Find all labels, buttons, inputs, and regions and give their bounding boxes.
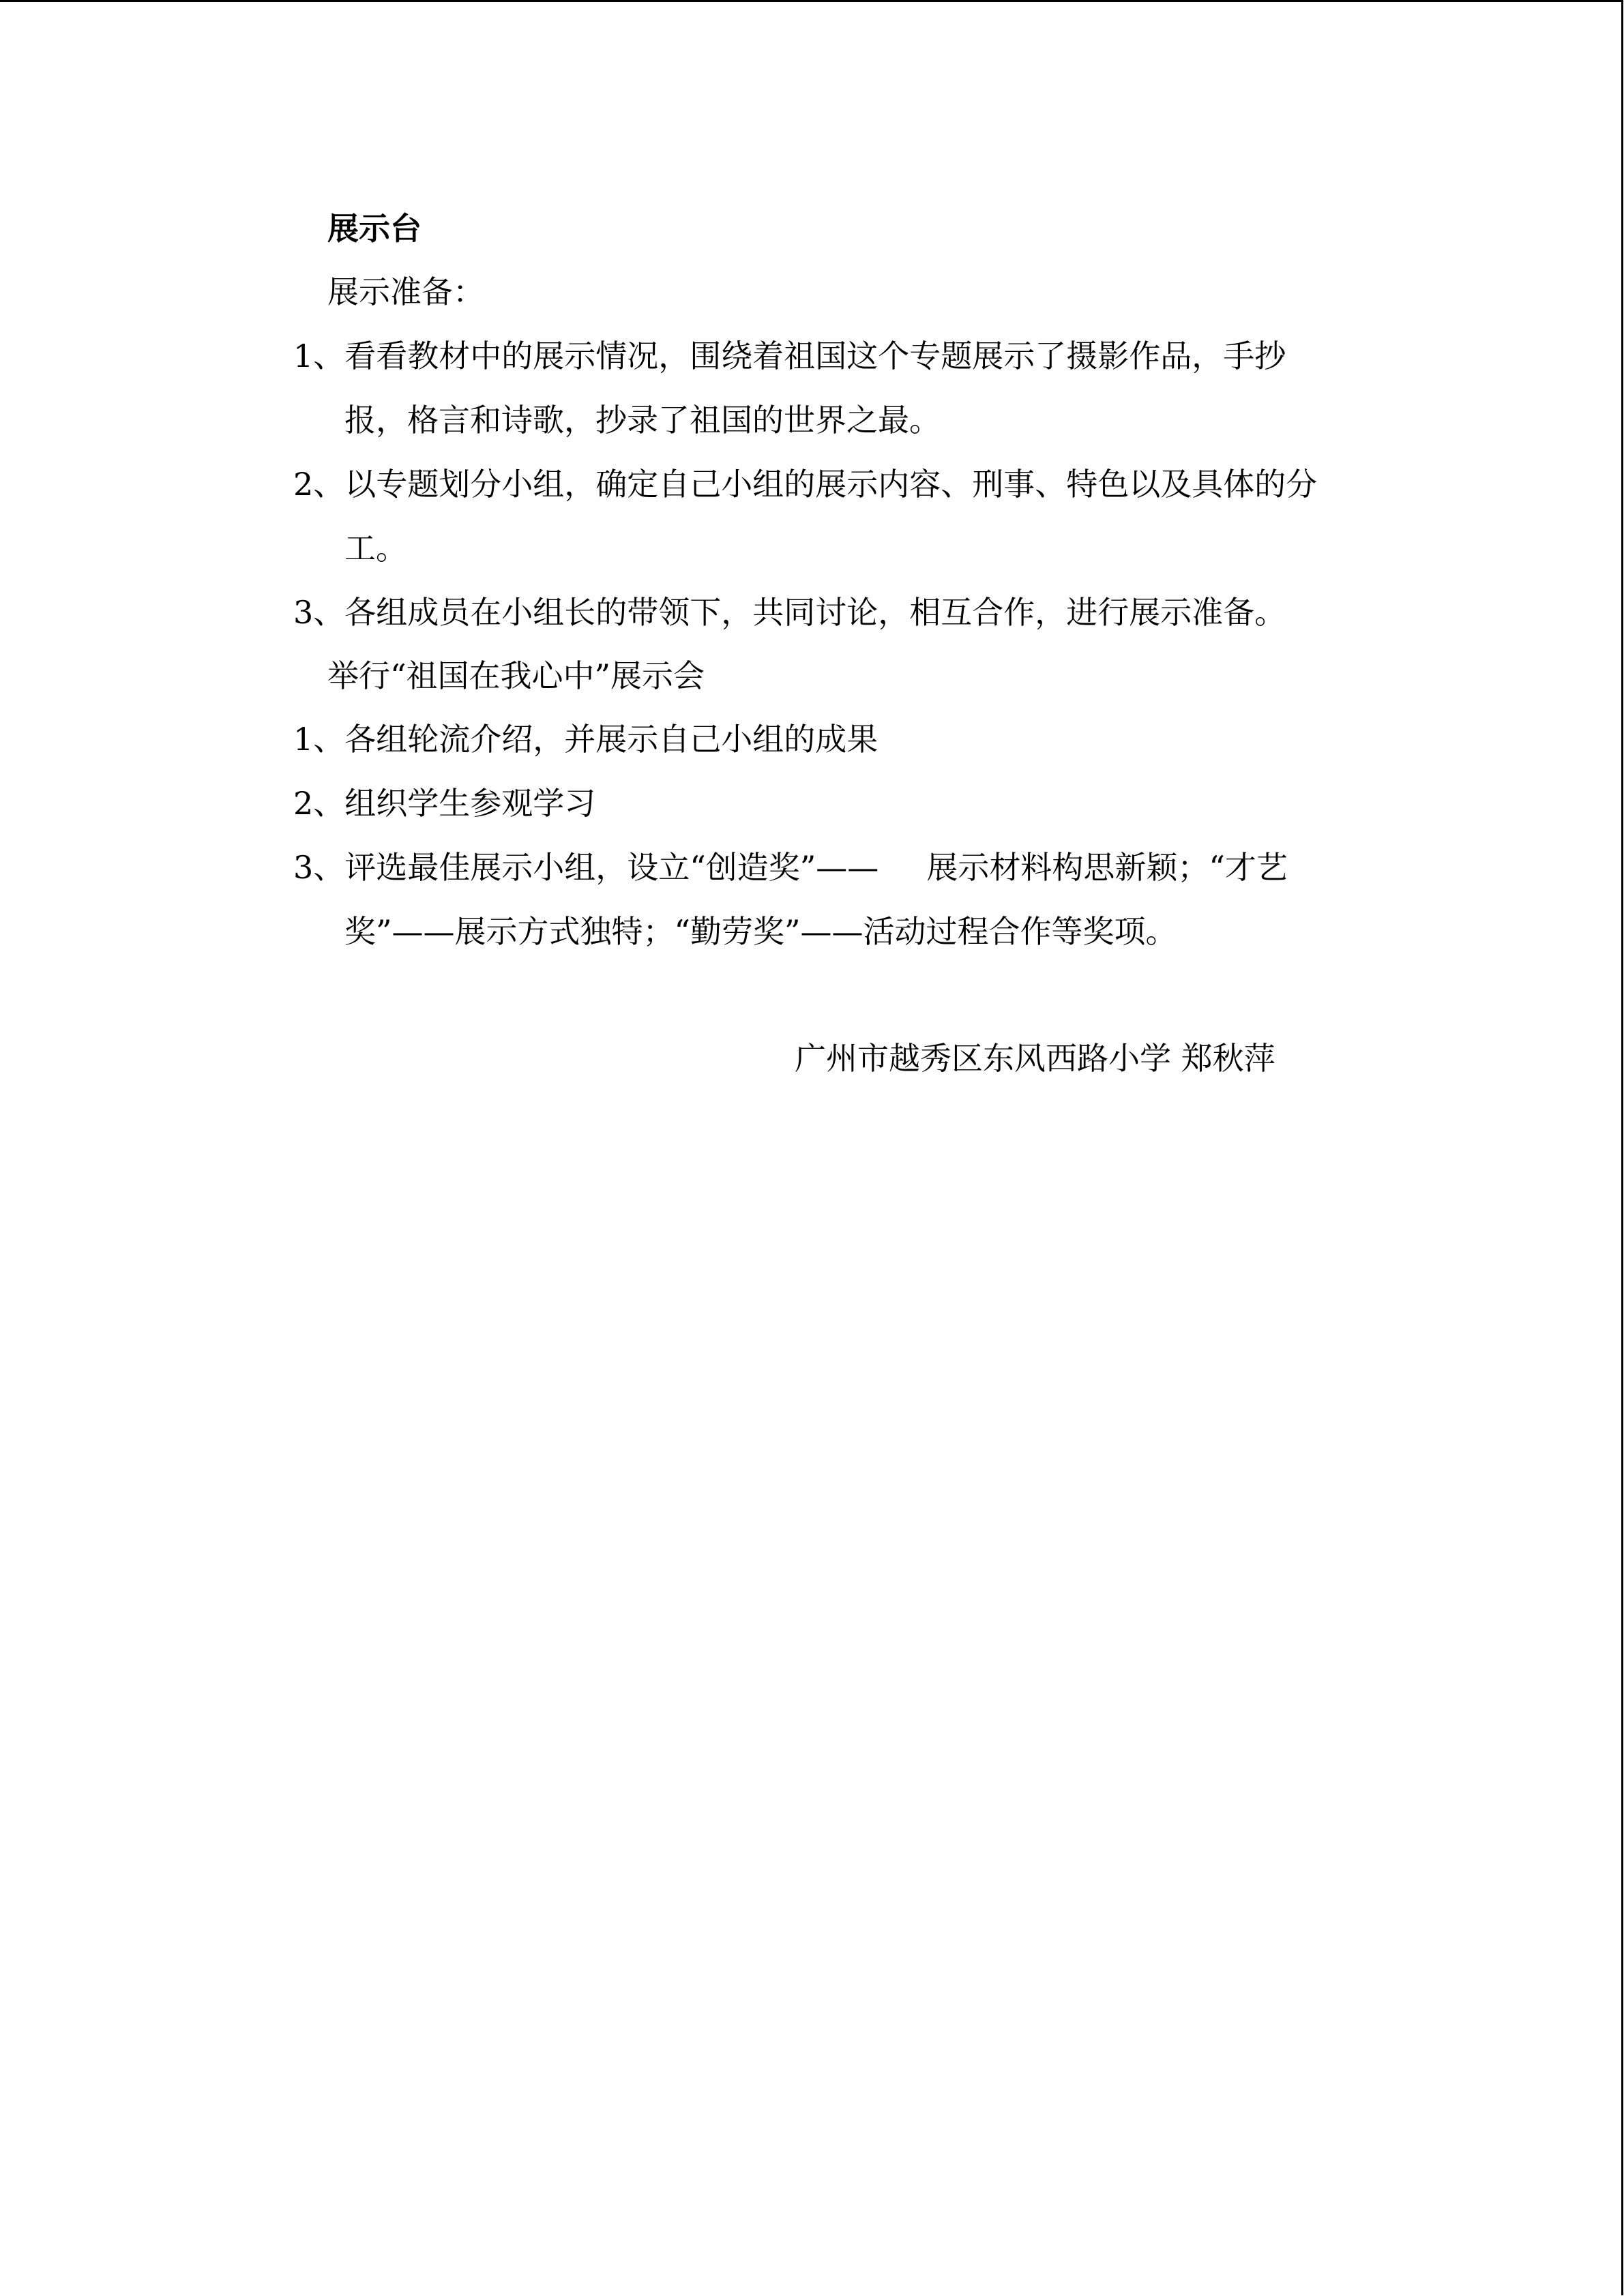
signature: 广州市越秀区东风西路小学 郑秋萍 xyxy=(795,1040,1275,1077)
prep-item-3-line-1: 3、各组成员在小组长的带领下，共同讨论，相互合作，进行展示准备。 xyxy=(293,594,1286,631)
section-heading: 展示台 xyxy=(327,210,422,247)
prep-title: 展示准备： xyxy=(327,273,484,310)
event-title: 举行“祖国在我心中”展示会 xyxy=(327,657,705,694)
prep-item-1-line-1: 1、看看教材中的展示情况，围绕着祖国这个专题展示了摄影作品，手抄 xyxy=(293,338,1286,374)
event-item-3-line-1 xyxy=(293,847,1288,888)
prep-item-2-line-2: 工。 xyxy=(344,530,407,567)
event-item-3-line-1-part-b: 展示材料构思新颖；“才艺 xyxy=(926,849,1288,886)
prep-item-2-line-1: 2、以专题划分小组，确定自己小组的展示内容、刑事、特色以及具体的分 xyxy=(293,466,1318,503)
prep-item-1-line-2: 报，格言和诗歌，抄录了祖国的世界之最。 xyxy=(344,402,941,438)
event-item-3-line-2: 奖”——展示方式独特；“勤劳奖”——活动过程合作等奖项。 xyxy=(344,913,1177,950)
event-item-3-line-1-part-a: 3、评选最佳展示小组，设立“创造奖”—— xyxy=(293,849,879,886)
event-item-1: 1、各组轮流介绍，并展示自己小组的成果 xyxy=(293,721,879,758)
event-item-2: 2、组织学生参观学习 xyxy=(293,785,596,822)
